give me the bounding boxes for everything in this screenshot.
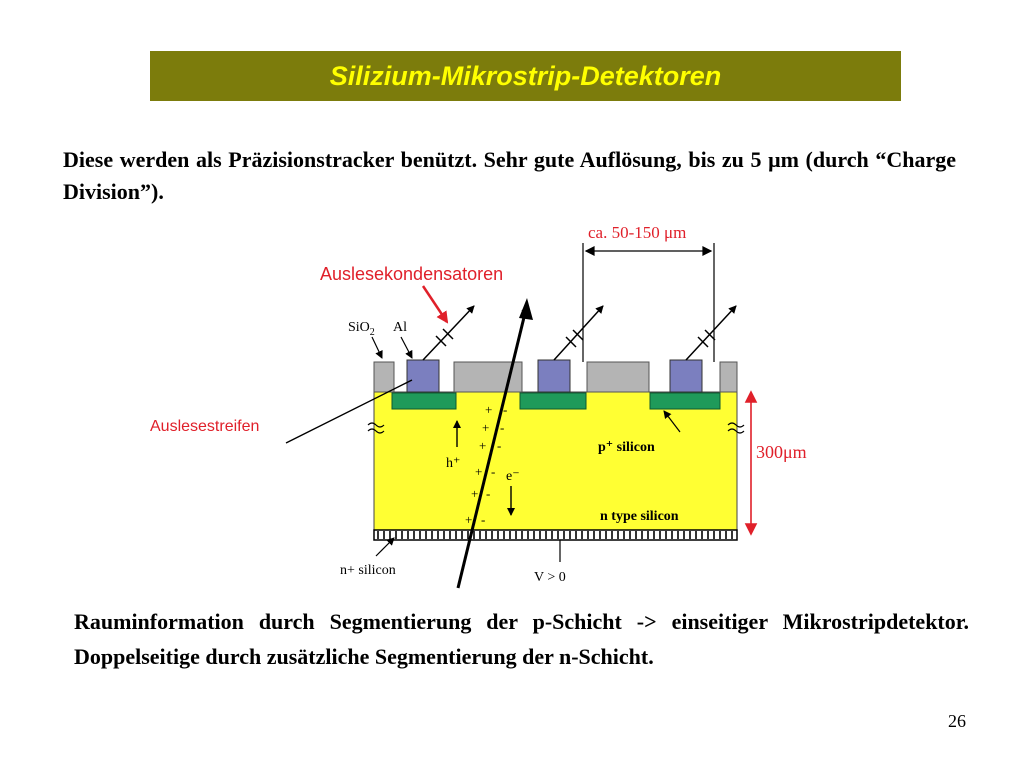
svg-text:-: -: [500, 420, 505, 435]
svg-text:+: +: [485, 402, 493, 417]
readout-strips-label: Auslesestreifen: [150, 418, 260, 435]
n-type-silicon-label: n type silicon: [600, 509, 679, 524]
svg-text:+: +: [475, 464, 483, 479]
p-silicon-label: p⁺ silicon: [598, 440, 655, 455]
pitch-label: ca. 50-150 μm: [588, 223, 687, 242]
svg-text:+: +: [465, 512, 473, 527]
svg-text:-: -: [481, 512, 486, 527]
svg-text:-: -: [497, 438, 502, 453]
svg-text:+: +: [471, 486, 479, 501]
holes-label: h⁺: [446, 456, 461, 471]
svg-text:-: -: [503, 402, 508, 417]
readout-capacitors-label: Auslesekondensatoren: [320, 264, 504, 284]
n-plus-silicon-label: n+ silicon: [340, 563, 396, 578]
electrons-label: e⁻: [506, 469, 520, 484]
p-plus-strips: [392, 393, 720, 409]
slide-title: Silizium-Mikrostrip-Detektoren: [329, 60, 722, 91]
svg-text:-: -: [491, 464, 496, 479]
conclusion-paragraph: Rauminformation durch Segmentierung der p-Schicht -> einseitiger Mikrostripdetektor. Doppelseitige durch zusätzliche Segmentierung der n-Schicht.: [74, 609, 969, 669]
svg-text:-: -: [486, 486, 491, 501]
n-plus-layer: [374, 530, 737, 540]
al-label: Al: [393, 320, 407, 335]
page-number: 26: [948, 711, 966, 731]
sio2-label: SiO$_2$: [348, 320, 375, 338]
thickness-label: 300μm: [756, 442, 807, 462]
svg-text:+: +: [482, 420, 490, 435]
voltage-label: V > 0: [534, 570, 566, 585]
intro-paragraph: Diese werden als Präzisionstracker benützt. Sehr gute Auflösung, bis zu 5 μm (durch “Charge Division”).: [63, 147, 956, 204]
svg-text:+: +: [479, 438, 487, 453]
n-type-bulk: [374, 392, 737, 532]
